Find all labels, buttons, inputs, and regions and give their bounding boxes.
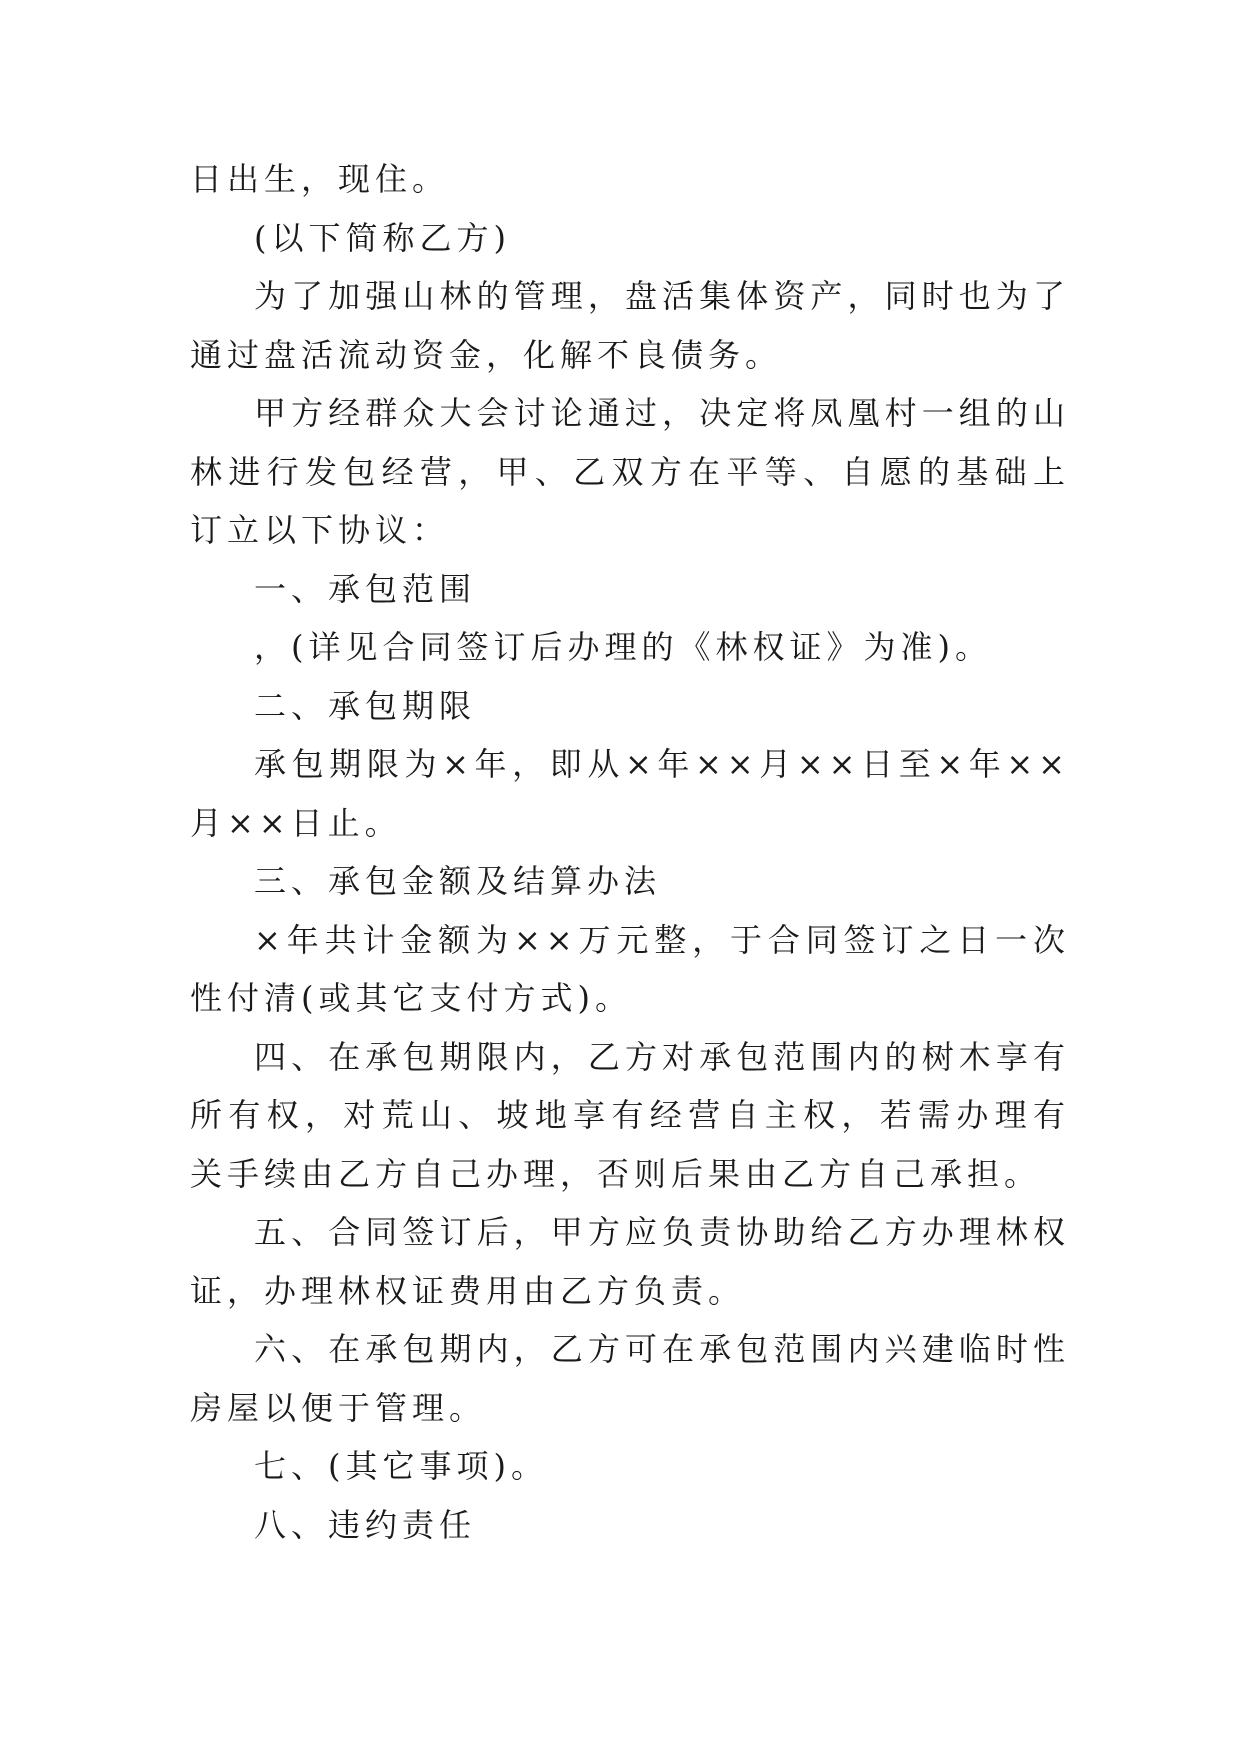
- heading-contract-scope: 一、承包范围: [254, 569, 477, 608]
- paragraph-amount-settlement: ×年共计金额为××万元整，于合同签订之日一次性付清(或其它支付方式)。: [190, 920, 1070, 1017]
- clause-four-rights: 四、在承包期限内，乙方对承包范围内的树木享有所有权，对荒山、坡地享有经营自主权，若需办理有关手续由乙方自己办理，否则后果由乙方自己承担。: [190, 1037, 1070, 1193]
- heading-contract-term: 二、承包期限: [254, 686, 477, 725]
- heading-breach-liability: 八、违约责任: [254, 1505, 477, 1544]
- paragraph-party-b-abbrev: (以下简称乙方): [254, 218, 511, 257]
- clause-six-temporary-housing: 六、在承包期内，乙方可在承包范围内兴建临时性房屋以便于管理。: [190, 1330, 1070, 1427]
- paragraph-birth-residence: 日出生，现住。: [190, 160, 450, 198]
- paragraph-contract-term: 承包期限为×年，即从×年××月××日至×年××月××日止。: [190, 745, 1070, 842]
- heading-amount-settlement: 三、承包金额及结算办法: [254, 862, 662, 900]
- clause-five-forest-certificate: 五、合同签订后，甲方应负责协助给乙方办理林权证，办理林权证费用由乙方负责。: [190, 1213, 1070, 1310]
- paragraph-contract-scope: ，(详见合同签订后办理的《林权证》为准)。: [254, 628, 992, 666]
- paragraph-agreement-basis: 甲方经群众大会讨论通过，决定将凤凰村一组的山林进行发包经营，甲、乙双方在平等、自愿的基础上订立以下协议：: [190, 394, 1070, 549]
- document-body: [190, 150, 1070, 1554]
- paragraph-purpose: 为了加强山林的管理，盘活集体资产，同时也为了通过盘活流动资金，化解不良债务。: [190, 277, 1070, 374]
- clause-seven-other-matters: 七、(其它事项)。: [254, 1447, 548, 1485]
